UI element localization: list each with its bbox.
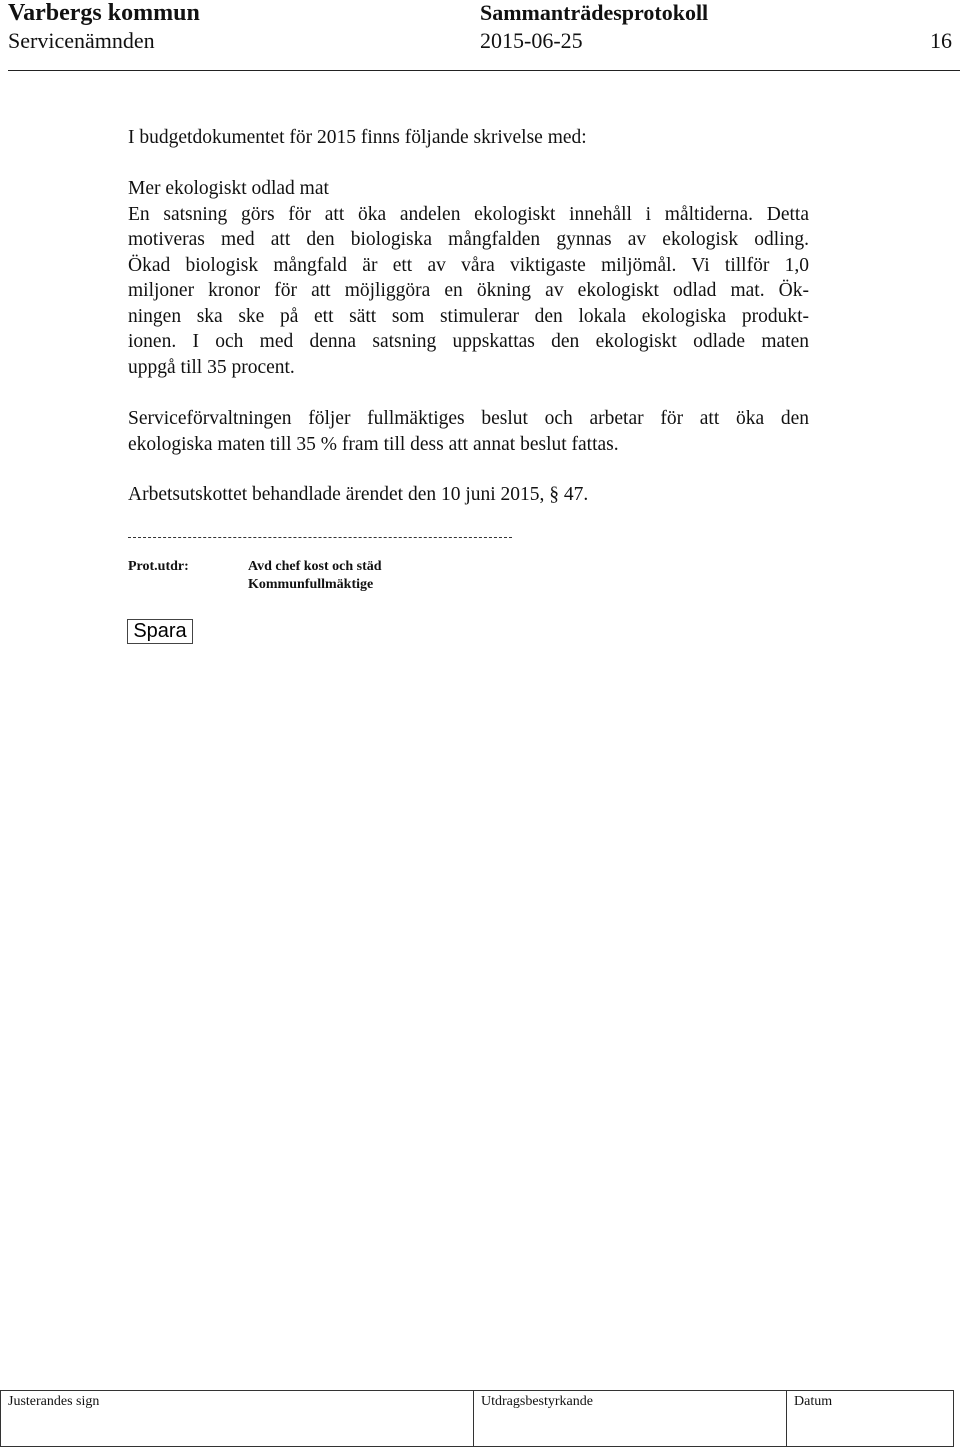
signature-footer — [0, 1390, 954, 1447]
quote-heading: Mer ekologiskt odlad mat — [128, 178, 329, 199]
decision-line: Serviceförvaltningen följer fullmäktiges beslut och arbetar för att öka den — [128, 408, 809, 429]
committee-name: Servicenämnden — [8, 28, 155, 53]
quote-line: miljoner kronor för att möjliggöra en ökning av ekologiskt odlad mat. Ök- — [128, 280, 809, 301]
quote-line: En satsning görs för att öka andelen ekologiskt innehåll i måltiderna. Detta — [128, 203, 809, 225]
protocol-extract-recipients — [248, 558, 382, 594]
recipient-item: Avd chef kost och städ — [248, 559, 382, 574]
meeting-date: 2015-06-25 — [480, 28, 583, 53]
extract-certification-label: Utdragsbestyrkande — [481, 1394, 593, 1409]
intro-text: I budgetdokumentet för 2015 finns följande skrivelse med: — [128, 127, 587, 148]
intro-paragraph — [128, 125, 587, 151]
page-number: 16 — [930, 28, 952, 53]
section-divider — [128, 537, 512, 538]
date-label: Datum — [794, 1394, 833, 1409]
quote-line: Ökad biologisk mångfald är ett av våra viktigaste miljömål. Vi tillför 1,0 — [128, 254, 809, 276]
quote-line: uppgå till 35 procent. — [128, 356, 295, 378]
committee-note — [128, 482, 588, 508]
adjuster-signature-label: Justerandes sign — [8, 1394, 100, 1409]
protocol-extract-label: Prot.utdr: — [128, 559, 189, 574]
quote-line: ionen. I och med denna satsning uppskattas den ekologiskt odlade maten — [128, 331, 809, 352]
decision-paragraph — [128, 406, 809, 457]
header-divider — [8, 70, 960, 71]
quote-line: ningen ska ske på ett sätt som stimulerar den lokala ekologiska produkt- — [128, 305, 809, 327]
document-type: Sammanträdesprotokoll — [480, 0, 709, 25]
extract-certification-field — [473, 1391, 786, 1446]
organization-name: Varbergs kommun — [8, 0, 200, 26]
quote-line: motiveras med att den biologiska mångfalden gynnas av ekologisk odling. — [128, 229, 809, 250]
budget-quote — [128, 176, 809, 380]
save-button[interactable]: Spara — [127, 619, 193, 644]
decision-line: ekologiska maten till 35 % fram till dess att annat beslut fattas. — [128, 433, 619, 455]
adjuster-signature-field — [1, 1391, 473, 1446]
date-field — [786, 1391, 953, 1446]
recipient-item: Kommunfullmäktige — [248, 577, 374, 592]
committee-note-text: Arbetsutskottet behandlade ärendet den 10 juni 2015, § 47. — [128, 484, 589, 505]
